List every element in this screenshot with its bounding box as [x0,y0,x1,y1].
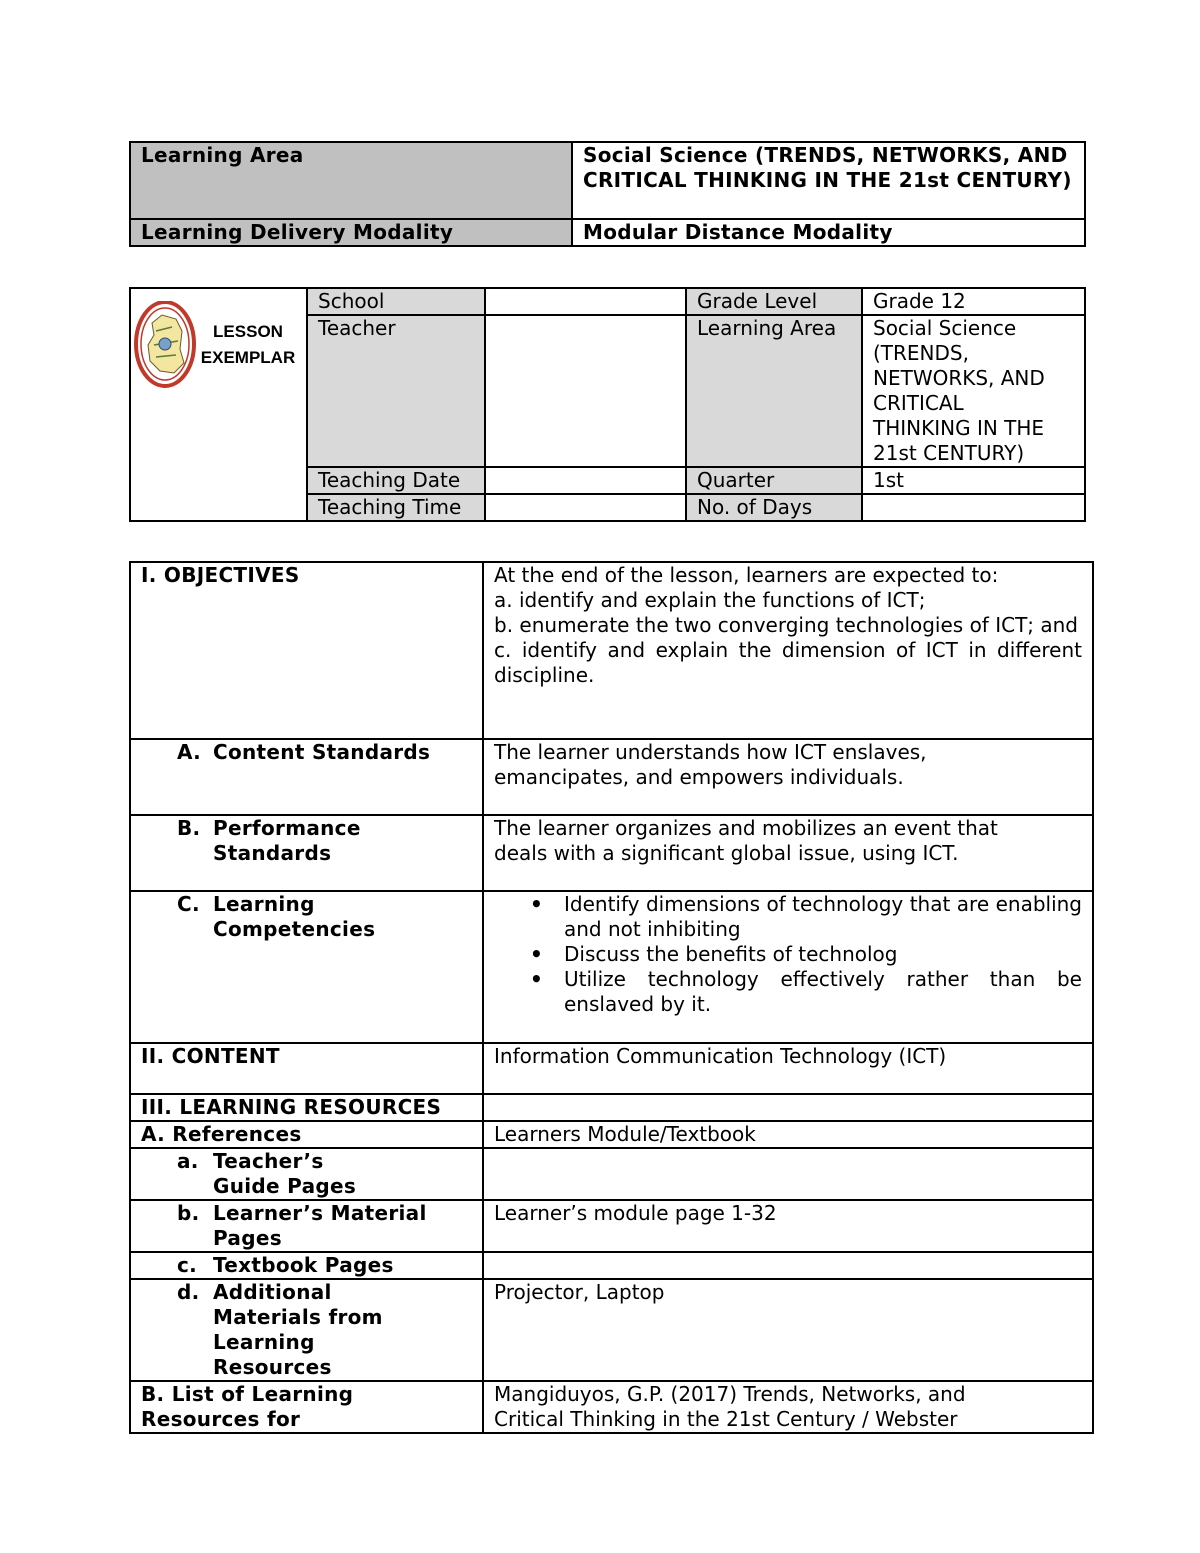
performance-standards-value: The learner organizes and mobilizes an event that deals with a significant global issue, using ICT. [483,815,1093,891]
content-standards-label: Content Standards [213,740,431,764]
lesson-plan-table [129,561,1094,1434]
additional-materials-cell [130,1279,483,1381]
grade-level-label: Grade Level [686,288,862,315]
delivery-modality-label: Learning Delivery Modality [130,219,572,246]
learning-competencies-label: Learning Competencies [213,892,376,941]
competency-item: • Utilize technology effectively rather than be enslaved by it. [564,967,1082,1017]
learning-area-label: Learning Area [130,142,572,219]
objective-item: b. enumerate the two converging technologies of ICT; and [494,613,1079,637]
area-line: 21st CENTURY) [873,441,1025,465]
days-value [862,494,1085,521]
content-standards-marker: A. [177,740,202,764]
seal-icon [134,301,198,391]
teachers-guide-marker: a. [177,1149,199,1173]
teachers-guide-value [483,1148,1093,1200]
performance-standards-label: Performance Standards [213,816,361,865]
teachers-guide-label: Teacher’s Guide Pages [213,1149,357,1198]
grade-level-value: Grade 12 [862,288,1085,315]
additional-materials-label: Additional Materials from Learning Resources [213,1280,383,1379]
days-label: No. of Days [686,494,862,521]
lesson-exemplar-cell [130,288,307,521]
objectives-intro: At the end of the lesson, learners are expected to: [494,563,999,587]
learning-area-value: Social Science (TRENDS, NETWORKS, AND CRITICAL THINKING IN THE 21st CENTURY) [572,142,1085,219]
teacher-label: Teacher [307,315,485,467]
teacher-value [485,315,686,467]
textbook-pages-cell [130,1252,483,1279]
teaching-date-label: Teaching Date [307,467,485,494]
learning-resources-list-label: B. List of Learning Resources for [130,1381,483,1433]
lesson-info-table [129,287,1086,522]
school-value [485,288,686,315]
learning-area-table [129,141,1086,247]
additional-materials-marker: d. [177,1280,200,1304]
performance-standards-marker: B. [177,816,201,840]
teachers-guide-cell [130,1148,483,1200]
content-label: II. CONTENT [130,1043,483,1094]
area-line: Social Science [873,316,1017,340]
lesson-label: LESSON [213,322,283,341]
learning-competencies-cell [130,891,483,1043]
performance-standards-cell [130,815,483,891]
area-line: CRITICAL [873,391,964,415]
references-label: A. References [130,1121,483,1148]
quarter-value: 1st [862,467,1085,494]
textbook-pages-label: Textbook Pages [213,1253,394,1277]
quarter-label: Quarter [686,467,862,494]
area-line: THINKING IN THE [873,416,1045,440]
learners-material-marker: b. [177,1201,200,1225]
teaching-time-label: Teaching Time [307,494,485,521]
competency-item: • Identify dimensions of technology that are enabling and not inhibiting [564,892,1082,942]
area-line: (TRENDS, [873,341,969,365]
teaching-time-value [485,494,686,521]
objective-item: a. identify and explain the functions of ICT; [494,588,926,612]
delivery-modality-value: Modular Distance Modality [572,219,1085,246]
objectives-value [483,562,1093,739]
references-value: Learners Module/Textbook [483,1121,1093,1148]
learning-area-value-2 [862,315,1085,467]
content-standards-value: The learner understands how ICT enslaves, emancipates, and empowers individuals. [483,739,1093,815]
school-label: School [307,288,485,315]
learning-resources-label: III. LEARNING RESOURCES [130,1094,483,1121]
learning-resources-list-value: Mangiduyos, G.P. (2017) Trends, Networks, and Critical Thinking in the 21st Century / Webster [483,1381,1093,1433]
textbook-pages-value [483,1252,1093,1279]
content-standards-cell [130,739,483,815]
objectives-label: I. OBJECTIVES [130,562,483,739]
competency-item: • Discuss the benefits of technolog [564,942,1082,967]
textbook-pages-marker: c. [177,1253,198,1277]
objective-item: c. identify and explain the dimension of ICT in different discipline. [494,638,1082,687]
learning-competencies-marker: C. [177,892,200,916]
exemplar-label: EXEMPLAR [200,348,296,367]
learners-material-label: Learner’s Material Pages [213,1201,427,1250]
content-value: Information Communication Technology (ICT) [483,1043,1093,1094]
learners-material-value: Learner’s module page 1-32 [483,1200,1093,1252]
learning-area-label-2: Learning Area [686,315,862,467]
learning-competencies-value [483,891,1093,1043]
teaching-date-value [485,467,686,494]
additional-materials-value: Projector, Laptop [483,1279,1093,1381]
deped-seal-logo [134,301,304,391]
learners-material-cell [130,1200,483,1252]
area-line: NETWORKS, AND [873,366,1045,390]
learning-resources-value [483,1094,1093,1121]
